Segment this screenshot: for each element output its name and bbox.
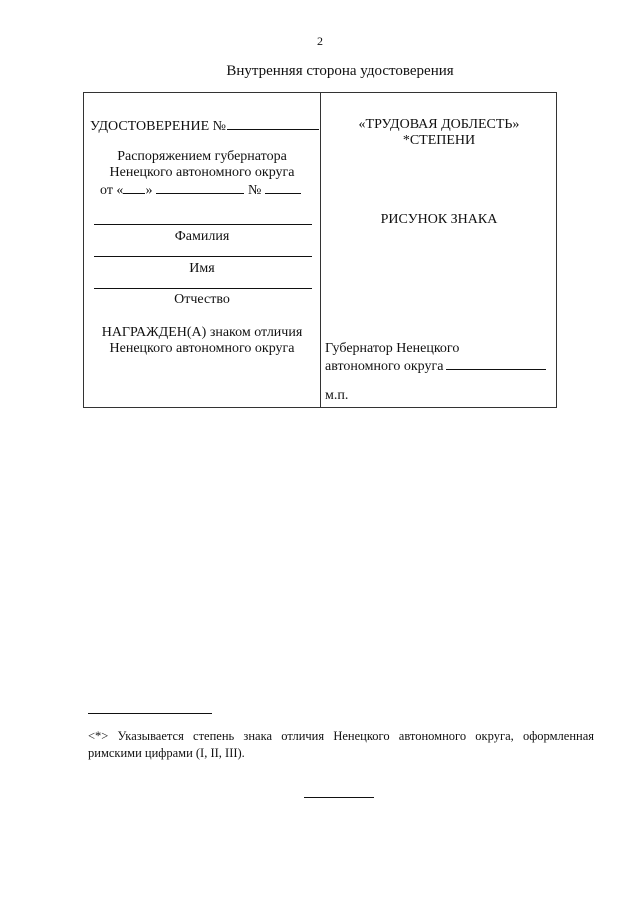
signature-blank [446, 357, 546, 370]
order-line-1: Распоряжением губернатора [117, 149, 287, 164]
document-title: Внутренняя сторона удостоверения [226, 63, 454, 79]
number-sign: № [247, 183, 262, 198]
from-close-quote: » [145, 183, 153, 198]
award-title: «ТРУДОВАЯ ДОБЛЕСТЬ» [358, 117, 520, 132]
name-line [94, 256, 312, 257]
name-label: Имя [189, 261, 215, 276]
awarded-line-1: НАГРАЖДЕН(А) знаком отличия [101, 325, 303, 340]
order-number-blank [265, 181, 301, 194]
page-number: 2 [317, 34, 323, 48]
order-date-row [100, 181, 301, 199]
order-line-2: Ненецкого автономного округа [109, 165, 295, 180]
surname-line [94, 224, 312, 225]
day-blank [123, 181, 145, 194]
from-prefix: от « [100, 183, 124, 198]
certificate-label: УДОСТОВЕРЕНИЕ № [90, 119, 227, 134]
certificate-number-row [90, 116, 319, 135]
patronymic-line [94, 288, 312, 289]
governor-line-2: автономного округа [325, 359, 444, 374]
footnote-separator [88, 713, 212, 714]
patronymic-label: Отчество [174, 292, 230, 307]
date-blank [156, 181, 244, 194]
certificate-number-blank [227, 116, 319, 130]
surname-label: Фамилия [174, 229, 230, 244]
footnote-text: <*> Указывается степень знака отличия Ненецкого автономного округа, оформленная римскими цифрами (I, II, III). [88, 729, 594, 760]
award-degree: *СТЕПЕНИ [402, 133, 476, 148]
awarded-line-2: Ненецкого автономного округа [109, 341, 295, 356]
end-rule [304, 797, 374, 798]
governor-line-1: Губернатор Ненецкого [325, 341, 460, 356]
seal-mark: м.п. [325, 388, 349, 403]
governor-signature-row [325, 357, 546, 375]
sign-picture-placeholder: РИСУНОК ЗНАКА [380, 212, 498, 227]
